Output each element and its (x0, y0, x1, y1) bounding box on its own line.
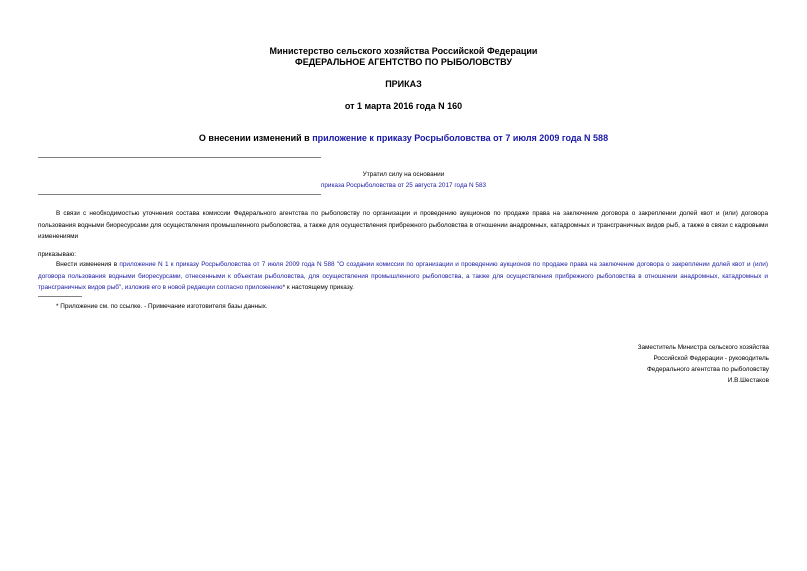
agency-name: ФЕДЕРАЛЬНОЕ АГЕНТСТВО ПО РЫБОЛОВСТВУ (295, 57, 512, 67)
ministry-name: Министерство сельского хозяйства Российской Федерации (269, 46, 538, 56)
signature-line-1: Заместитель Министра сельского хозяйства (637, 344, 769, 351)
validity-link[interactable]: приказа Росрыболовства от 25 августа 2017 года N 583 (320, 182, 487, 189)
document-title (0, 133, 807, 144)
order-link-title-text[interactable]: "О создании комиссии по организации и проведению аукционов по продаже права на заключение договора о закреплении долей квот и (или) договора пользования водными биоресурсами, отнесенными к объектам рыболовства, для осуществления промышленного рыболовства, а также для осуществления прибрежного рыболовства в отношении анадромных, катадромных и трансграничных видов рыб", изложив его в новой редакции согласно (38, 261, 768, 291)
document-type: ПРИКАЗ (385, 79, 422, 89)
signature-name: И.В.Шестаков (727, 377, 769, 384)
title-link[interactable]: приложение к приказу Росрыболовства от 7 июля 2009 года N 588 (312, 133, 609, 143)
document-date: от 1 марта 2016 года N 160 (344, 101, 463, 111)
validity-note: Утратил силу на основании (362, 171, 445, 178)
order-word: приказываю: (38, 251, 76, 258)
signature-line-3: Федерального агентства по рыболовству (646, 366, 769, 373)
divider-top (38, 157, 321, 158)
divider-validity (38, 194, 321, 195)
footnote: * Приложение см. по ссылке. - Примечание изготовителя базы данных. (56, 303, 268, 310)
signature-block (638, 342, 769, 386)
preamble-paragraph: В связи с необходимостью уточнения состава комиссии Федерального агентства по рыболовству по организации и проведению аукционов по продаже права на заключение договора о закреплении долей квот и (или) договора пользования водными биоресурсами для осуществления промышленного рыболовства, а также для осуществления прибрежного рыболовства в отношении анадромных, катадромных и трансграничных видов рыб, а также в связи с кадровыми изменениями (38, 210, 768, 240)
order-link-appendix-1[interactable]: приложение N 1 к приказу Росрыболовства от 7 июля 2009 года N 588 (119, 261, 335, 268)
signature-line-2: Российской Федерации - руководитель (653, 355, 769, 362)
footnote-divider (38, 296, 82, 297)
order-paragraph (38, 259, 768, 294)
order-prefix: Внести изменения в (56, 261, 120, 268)
order-link-appendix[interactable]: приложению (245, 284, 283, 291)
title-prefix: О внесении изменений в (198, 133, 313, 143)
order-suffix: * к настоящему приказу. (282, 284, 354, 291)
